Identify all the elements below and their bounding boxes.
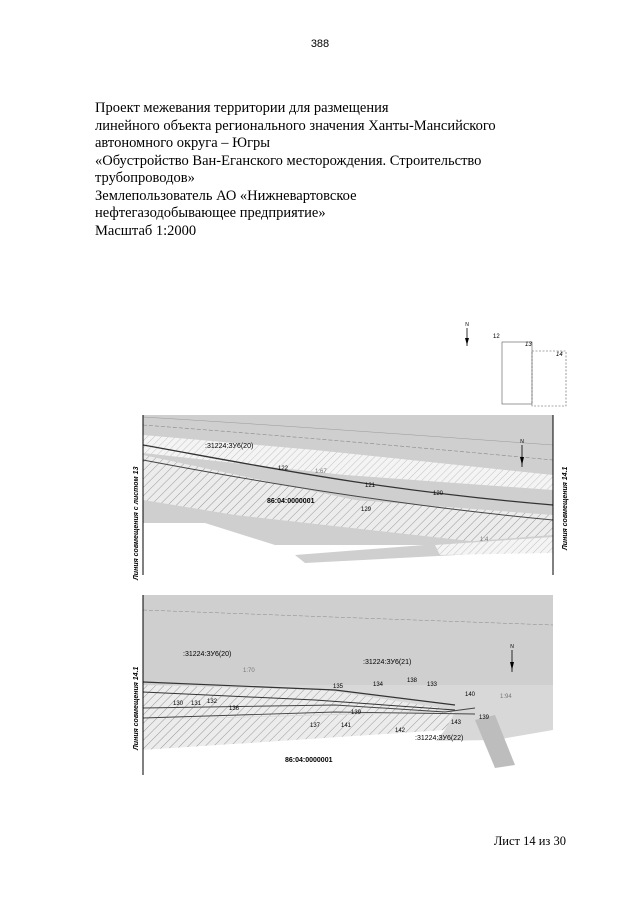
north-label: N [510,644,514,650]
alignment-line-label: Линия совмещения с листом 13 [133,466,140,580]
header-line: трубопроводов» [95,170,195,186]
map-label: 1:94 [500,694,512,700]
point-label: 135 [333,684,344,690]
header-line: Проект межевания территории для размещения [95,100,389,116]
point-label: 138 [407,678,418,684]
point-label: 136 [229,706,240,712]
point-label: 141 [341,723,352,729]
point-label: 131 [191,701,202,707]
scale-line: Масштаб 1:2000 [95,222,197,239]
point-label: 139 [351,710,362,716]
point-label: 143 [451,720,462,726]
header-line: автономного округа – Югры [95,135,271,151]
map-label: 1:4 [480,537,489,543]
point-label: 140 [465,692,476,698]
header-line: нефтегазодобывающее предприятие» [95,205,326,221]
sheet-label-14: 14 [556,352,563,358]
sheet-number: Лист 14 из 30 [493,834,566,848]
point-label: 134 [373,682,384,688]
document-header [95,100,565,240]
page-number: 388 [310,38,330,50]
alignment-line-label: Линия совмещения 14.1 [133,666,140,750]
parcel-label: :31224:ЗУ6(20) [183,651,232,658]
sheet-label-13: 13 [525,342,532,348]
point-label: 122 [278,466,289,472]
point-label: 133 [427,682,438,688]
sheet-label-12: 12 [493,334,500,340]
map-fragment-lower [115,590,565,790]
alignment-line-label: Линия совмещения 14.1 [562,466,569,550]
map-fragment-upper [115,405,575,590]
map-label: 1:70 [243,668,255,674]
header-line: линейного объекта регионального значения Ханты-Мансийского [95,117,496,134]
header-line: «Обустройство Ван-Еганского месторождения. Строительство [95,152,482,169]
index-map [455,318,575,408]
parcel-label: :31224:ЗУ6(21) [363,659,412,666]
north-arrow-icon [465,322,469,346]
point-label: 120 [433,491,444,497]
north-label: N [520,439,524,445]
parcel-label: :31224:ЗУ6(20) [205,443,254,450]
map-label: 1:67 [315,469,327,475]
point-label: 132 [207,699,218,705]
point-label: 121 [365,483,376,489]
cadastral-label: 86:04:0000001 [285,757,333,764]
cadastral-label: 86:04:0000001 [267,498,315,505]
point-label: 137 [310,723,321,729]
point-label: 129 [361,507,372,513]
point-label: 130 [173,701,184,707]
point-label: 142 [395,728,406,734]
point-label: 139 [479,715,490,721]
parcel-label: :31224:ЗУ6(22) [415,735,464,742]
header-line: Землепользователь АО «Нижневартовское [95,187,357,204]
north-label: N [465,322,469,328]
